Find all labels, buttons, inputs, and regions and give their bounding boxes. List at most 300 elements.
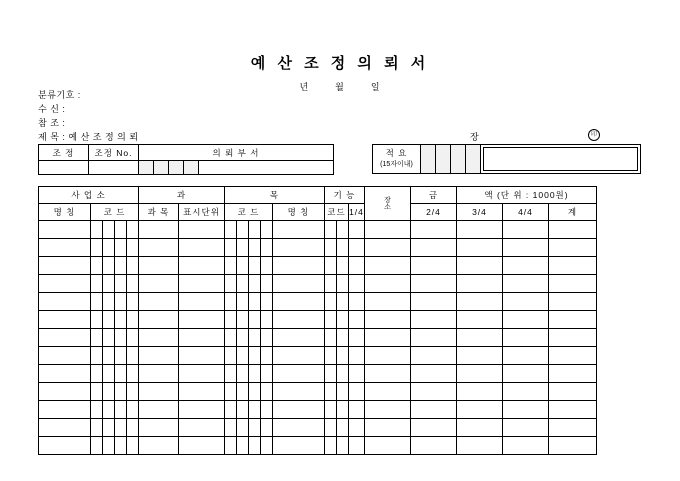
cell-total[interactable] <box>549 329 597 347</box>
cell-item-code-4[interactable] <box>261 401 273 419</box>
cell-function-name[interactable] <box>273 347 325 365</box>
cell-function-code-2[interactable] <box>337 275 349 293</box>
cell-q2[interactable] <box>411 257 457 275</box>
cell-function-code-1[interactable] <box>325 257 337 275</box>
cell-item-code-4[interactable] <box>261 275 273 293</box>
cell-site-code-4[interactable] <box>127 293 139 311</box>
cell-site-code-3[interactable] <box>115 419 127 437</box>
cell-q2[interactable] <box>411 383 457 401</box>
cell-account-item[interactable] <box>139 347 179 365</box>
cell-function-code-2[interactable] <box>337 383 349 401</box>
group-header-place: 장 소 <box>365 187 411 221</box>
cell-site-code-3[interactable] <box>115 293 127 311</box>
cell-function-name[interactable] <box>273 437 325 455</box>
cell-display-unit[interactable] <box>179 239 225 257</box>
table-row <box>39 365 597 383</box>
cell-item-code-1[interactable] <box>225 419 237 437</box>
cell-item-code-1[interactable] <box>225 365 237 383</box>
cell-site-name[interactable] <box>39 437 91 455</box>
cell-function-code-2[interactable] <box>337 257 349 275</box>
cell-function-name[interactable] <box>273 401 325 419</box>
cell-site-name[interactable] <box>39 383 91 401</box>
cell-item-code-3[interactable] <box>249 383 261 401</box>
cell-site-code-1[interactable] <box>91 347 103 365</box>
cell-item-code-3[interactable] <box>249 365 261 383</box>
cell-site-name[interactable] <box>39 293 91 311</box>
cell-site-code-2[interactable] <box>103 329 115 347</box>
cell-function-code-2[interactable] <box>337 221 349 239</box>
cell-function-code-1[interactable] <box>325 221 337 239</box>
cell-place[interactable] <box>349 257 365 275</box>
sub-header-site-code: 코 드 <box>91 204 139 221</box>
cell-function-code-1[interactable] <box>325 365 337 383</box>
cell-item-code-3[interactable] <box>249 401 261 419</box>
cell-site-code-1[interactable] <box>91 293 103 311</box>
cell-q3[interactable] <box>457 437 503 455</box>
cell-q1[interactable] <box>365 437 411 455</box>
cell-dept-1[interactable] <box>139 161 154 175</box>
cell-display-unit[interactable] <box>179 329 225 347</box>
cell-q1[interactable] <box>365 401 411 419</box>
cell-site-code-1[interactable] <box>91 365 103 383</box>
cell-display-unit[interactable] <box>179 365 225 383</box>
cell-item-code-1[interactable] <box>225 275 237 293</box>
cell-item-code-4[interactable] <box>261 365 273 383</box>
cell-account-item[interactable] <box>139 293 179 311</box>
cell-site-name[interactable] <box>39 329 91 347</box>
cell-display-unit[interactable] <box>179 383 225 401</box>
table-row <box>39 329 597 347</box>
cell-function-code-1[interactable] <box>325 437 337 455</box>
cell-site-code-2[interactable] <box>103 365 115 383</box>
cell-item-code-2[interactable] <box>237 275 249 293</box>
cell-site-code-4[interactable] <box>127 347 139 365</box>
cell-function-code-2[interactable] <box>337 329 349 347</box>
cell-account-item[interactable] <box>139 221 179 239</box>
cell-q4[interactable] <box>503 437 549 455</box>
sub-header-function-code: 코드 <box>325 204 349 221</box>
cell-item-code-2[interactable] <box>237 221 249 239</box>
cell-item-code-2[interactable] <box>237 329 249 347</box>
cell-site-code-4[interactable] <box>127 419 139 437</box>
cell-item-code-4[interactable] <box>261 257 273 275</box>
cell-display-unit[interactable] <box>179 311 225 329</box>
cell-q4[interactable] <box>503 383 549 401</box>
cell-site-code-2[interactable] <box>103 311 115 329</box>
cell-q4[interactable] <box>503 329 549 347</box>
cell-q1[interactable] <box>365 329 411 347</box>
cell-q1[interactable] <box>365 365 411 383</box>
cell-site-code-1[interactable] <box>91 329 103 347</box>
cell-display-unit[interactable] <box>179 401 225 419</box>
cell-site-code-3[interactable] <box>115 365 127 383</box>
cell-place[interactable] <box>349 383 365 401</box>
date-month: 월 <box>335 82 345 92</box>
cell-item-code-4[interactable] <box>261 311 273 329</box>
cell-q1[interactable] <box>365 239 411 257</box>
cell-q2[interactable] <box>411 329 457 347</box>
cell-q1[interactable] <box>365 347 411 365</box>
cell-q2[interactable] <box>411 365 457 383</box>
cell-q4[interactable] <box>503 275 549 293</box>
cell-q3[interactable] <box>457 311 503 329</box>
cell-item-code-1[interactable] <box>225 401 237 419</box>
table-row <box>39 257 597 275</box>
cell-display-unit[interactable] <box>179 347 225 365</box>
cell-site-code-2[interactable] <box>103 401 115 419</box>
summary-code-3[interactable] <box>451 145 466 174</box>
cell-function-code-2[interactable] <box>337 401 349 419</box>
cell-q3[interactable] <box>457 329 503 347</box>
group-header-item: 목 <box>225 187 325 204</box>
cell-place[interactable] <box>349 347 365 365</box>
cell-item-code-4[interactable] <box>261 419 273 437</box>
cell-site-code-2[interactable] <box>103 293 115 311</box>
cell-site-code-3[interactable] <box>115 257 127 275</box>
cell-item-code-3[interactable] <box>249 347 261 365</box>
cell-q3[interactable] <box>457 383 503 401</box>
cell-function-code-1[interactable] <box>325 275 337 293</box>
cell-function-code-1[interactable] <box>325 383 337 401</box>
cell-q4[interactable] <box>503 239 549 257</box>
cell-site-code-3[interactable] <box>115 401 127 419</box>
cell-place[interactable] <box>349 239 365 257</box>
sub-header-q4: 4/4 <box>503 204 549 221</box>
cell-site-code-4[interactable] <box>127 221 139 239</box>
cell-item-code-1[interactable] <box>225 293 237 311</box>
sub-header-account-item: 과 목 <box>139 204 179 221</box>
cell-site-code-2[interactable] <box>103 239 115 257</box>
cell-site-code-1[interactable] <box>91 401 103 419</box>
cell-site-name[interactable] <box>39 257 91 275</box>
summary-inner-box[interactable] <box>483 147 638 171</box>
cell-item-code-3[interactable] <box>249 329 261 347</box>
cell-site-code-2[interactable] <box>103 419 115 437</box>
cell-item-code-1[interactable] <box>225 257 237 275</box>
cell-q2[interactable] <box>411 293 457 311</box>
table-row <box>39 311 597 329</box>
cell-q3[interactable] <box>457 347 503 365</box>
cell-function-code-1[interactable] <box>325 419 337 437</box>
cell-place[interactable] <box>349 221 365 239</box>
cell-q4[interactable] <box>503 257 549 275</box>
cell-q2[interactable] <box>411 311 457 329</box>
cell-item-code-1[interactable] <box>225 437 237 455</box>
cell-function-code-2[interactable] <box>337 293 349 311</box>
approver-label: 장 <box>470 132 479 142</box>
cell-q3[interactable] <box>457 257 503 275</box>
cell-site-name[interactable] <box>39 419 91 437</box>
cell-q3[interactable] <box>457 275 503 293</box>
group-header-amount-label: 금 <box>411 187 457 204</box>
cell-function-code-2[interactable] <box>337 347 349 365</box>
cell-item-code-1[interactable] <box>225 347 237 365</box>
cell-item-code-1[interactable] <box>225 239 237 257</box>
cell-q1[interactable] <box>365 257 411 275</box>
sub-header-display-unit: 표시단위 <box>179 204 225 221</box>
cell-site-code-2[interactable] <box>103 221 115 239</box>
cell-item-code-4[interactable] <box>261 383 273 401</box>
cell-site-name[interactable] <box>39 401 91 419</box>
cell-account-item[interactable] <box>139 401 179 419</box>
cell-site-code-4[interactable] <box>127 329 139 347</box>
field-reference: 참 조 : <box>38 118 66 128</box>
cell-site-code-3[interactable] <box>115 221 127 239</box>
cell-total[interactable] <box>549 221 597 239</box>
cell-item-code-2[interactable] <box>237 401 249 419</box>
cell-site-code-3[interactable] <box>115 239 127 257</box>
cell-item-code-3[interactable] <box>249 221 261 239</box>
cell-item-code-3[interactable] <box>249 293 261 311</box>
cell-display-unit[interactable] <box>179 437 225 455</box>
cell-site-code-2[interactable] <box>103 437 115 455</box>
cell-function-code-2[interactable] <box>337 419 349 437</box>
cell-site-code-4[interactable] <box>127 383 139 401</box>
cell-site-code-3[interactable] <box>115 311 127 329</box>
cell-adjustment-no-value[interactable] <box>89 161 139 175</box>
cell-item-code-2[interactable] <box>237 347 249 365</box>
cell-site-code-1[interactable] <box>91 275 103 293</box>
summary-code-4[interactable] <box>466 145 481 174</box>
cell-site-code-3[interactable] <box>115 383 127 401</box>
cell-item-code-4[interactable] <box>261 221 273 239</box>
cell-q3[interactable] <box>457 221 503 239</box>
cell-function-name[interactable] <box>273 419 325 437</box>
cell-function-name[interactable] <box>273 329 325 347</box>
cell-site-code-4[interactable] <box>127 275 139 293</box>
cell-place[interactable] <box>349 401 365 419</box>
table-row <box>39 293 597 311</box>
group-header-function: 기 능 <box>325 187 365 204</box>
cell-function-name[interactable] <box>273 275 325 293</box>
cell-function-name[interactable] <box>273 257 325 275</box>
cell-q4[interactable] <box>503 347 549 365</box>
cell-q3[interactable] <box>457 419 503 437</box>
cell-dept-name[interactable] <box>199 161 334 175</box>
cell-total[interactable] <box>549 293 597 311</box>
cell-site-code-1[interactable] <box>91 437 103 455</box>
cell-site-code-4[interactable] <box>127 311 139 329</box>
cell-item-code-2[interactable] <box>237 419 249 437</box>
cell-item-code-3[interactable] <box>249 275 261 293</box>
cell-site-code-3[interactable] <box>115 347 127 365</box>
cell-function-code-2[interactable] <box>337 311 349 329</box>
cell-item-code-3[interactable] <box>249 437 261 455</box>
date-year: 년 <box>299 82 310 92</box>
cell-adjustment-value[interactable] <box>39 161 89 175</box>
cell-site-code-2[interactable] <box>103 383 115 401</box>
cell-item-code-4[interactable] <box>261 347 273 365</box>
cell-item-code-2[interactable] <box>237 257 249 275</box>
cell-display-unit[interactable] <box>179 257 225 275</box>
cell-q4[interactable] <box>503 221 549 239</box>
cell-q2[interactable] <box>411 275 457 293</box>
summary-code-2[interactable] <box>436 145 451 174</box>
cell-site-code-1[interactable] <box>91 221 103 239</box>
cell-site-code-4[interactable] <box>127 401 139 419</box>
cell-item-code-3[interactable] <box>249 311 261 329</box>
budget-detail-table <box>38 186 597 455</box>
cell-dept-3[interactable] <box>169 161 184 175</box>
cell-function-name[interactable] <box>273 221 325 239</box>
cell-q2[interactable] <box>411 401 457 419</box>
cell-total[interactable] <box>549 419 597 437</box>
cell-site-name[interactable] <box>39 365 91 383</box>
cell-total[interactable] <box>549 257 597 275</box>
cell-function-code-1[interactable] <box>325 329 337 347</box>
cell-item-code-1[interactable] <box>225 221 237 239</box>
cell-place[interactable] <box>349 329 365 347</box>
cell-display-unit[interactable] <box>179 221 225 239</box>
cell-display-unit[interactable] <box>179 419 225 437</box>
summary-text-area[interactable] <box>481 145 641 174</box>
cell-item-code-4[interactable] <box>261 239 273 257</box>
cell-total[interactable] <box>549 347 597 365</box>
cell-place[interactable] <box>349 437 365 455</box>
cell-place[interactable] <box>349 419 365 437</box>
cell-site-name[interactable] <box>39 221 91 239</box>
cell-item-code-4[interactable] <box>261 437 273 455</box>
cell-function-name[interactable] <box>273 311 325 329</box>
cell-total[interactable] <box>549 437 597 455</box>
cell-total[interactable] <box>549 275 597 293</box>
cell-q4[interactable] <box>503 401 549 419</box>
cell-site-code-2[interactable] <box>103 347 115 365</box>
seal-mark <box>588 128 600 141</box>
cell-site-code-4[interactable] <box>127 257 139 275</box>
cell-site-code-3[interactable] <box>115 437 127 455</box>
cell-q1[interactable] <box>365 419 411 437</box>
cell-item-code-4[interactable] <box>261 293 273 311</box>
cell-function-code-1[interactable] <box>325 401 337 419</box>
cell-q1[interactable] <box>365 221 411 239</box>
cell-site-code-4[interactable] <box>127 365 139 383</box>
cell-item-code-2[interactable] <box>237 293 249 311</box>
cell-site-name[interactable] <box>39 275 91 293</box>
cell-site-code-2[interactable] <box>103 257 115 275</box>
cell-q4[interactable] <box>503 293 549 311</box>
cell-item-code-1[interactable] <box>225 329 237 347</box>
cell-item-code-2[interactable] <box>237 365 249 383</box>
cell-place[interactable] <box>349 275 365 293</box>
cell-function-code-1[interactable] <box>325 293 337 311</box>
cell-function-code-2[interactable] <box>337 437 349 455</box>
cell-q4[interactable] <box>503 419 549 437</box>
cell-site-code-1[interactable] <box>91 257 103 275</box>
cell-q2[interactable] <box>411 419 457 437</box>
cell-q2[interactable] <box>411 239 457 257</box>
cell-dept-4[interactable] <box>184 161 199 175</box>
cell-function-code-1[interactable] <box>325 239 337 257</box>
cell-site-code-3[interactable] <box>115 275 127 293</box>
cell-total[interactable] <box>549 365 597 383</box>
cell-display-unit[interactable] <box>179 293 225 311</box>
cell-function-code-1[interactable] <box>325 311 337 329</box>
cell-account-item[interactable] <box>139 383 179 401</box>
cell-place[interactable] <box>349 293 365 311</box>
cell-place[interactable] <box>349 365 365 383</box>
cell-q3[interactable] <box>457 365 503 383</box>
cell-site-code-3[interactable] <box>115 329 127 347</box>
cell-site-name[interactable] <box>39 239 91 257</box>
cell-site-code-1[interactable] <box>91 311 103 329</box>
summary-code-1[interactable] <box>421 145 436 174</box>
sub-header-total: 계 <box>549 204 597 221</box>
cell-item-code-2[interactable] <box>237 383 249 401</box>
cell-function-name[interactable] <box>273 365 325 383</box>
cell-q1[interactable] <box>365 293 411 311</box>
cell-site-code-1[interactable] <box>91 383 103 401</box>
cell-item-code-1[interactable] <box>225 311 237 329</box>
cell-total[interactable] <box>549 383 597 401</box>
cell-item-code-2[interactable] <box>237 437 249 455</box>
cell-item-code-4[interactable] <box>261 329 273 347</box>
cell-site-code-4[interactable] <box>127 437 139 455</box>
cell-item-code-2[interactable] <box>237 311 249 329</box>
table-row <box>39 383 597 401</box>
cell-site-code-2[interactable] <box>103 275 115 293</box>
cell-total[interactable] <box>549 311 597 329</box>
cell-site-code-4[interactable] <box>127 239 139 257</box>
cell-function-name[interactable] <box>273 383 325 401</box>
cell-q2[interactable] <box>411 221 457 239</box>
cell-q1[interactable] <box>365 383 411 401</box>
cell-function-code-1[interactable] <box>325 347 337 365</box>
table-row <box>39 437 597 455</box>
cell-total[interactable] <box>549 401 597 419</box>
cell-account-item[interactable] <box>139 329 179 347</box>
cell-account-item[interactable] <box>139 437 179 455</box>
cell-total[interactable] <box>549 239 597 257</box>
cell-q3[interactable] <box>457 239 503 257</box>
cell-dept-2[interactable] <box>154 161 169 175</box>
cell-display-unit[interactable] <box>179 275 225 293</box>
cell-q4[interactable] <box>503 365 549 383</box>
cell-q4[interactable] <box>503 311 549 329</box>
cell-item-code-1[interactable] <box>225 383 237 401</box>
cell-site-name[interactable] <box>39 347 91 365</box>
cell-item-code-3[interactable] <box>249 419 261 437</box>
cell-account-item[interactable] <box>139 311 179 329</box>
table-row <box>39 221 597 239</box>
cell-account-item[interactable] <box>139 419 179 437</box>
cell-function-code-2[interactable] <box>337 239 349 257</box>
cell-account-item[interactable] <box>139 275 179 293</box>
cell-site-code-1[interactable] <box>91 239 103 257</box>
cell-q3[interactable] <box>457 293 503 311</box>
header-adjustment-no: 조정 No. <box>89 145 139 161</box>
cell-q2[interactable] <box>411 437 457 455</box>
cell-q1[interactable] <box>365 311 411 329</box>
cell-q3[interactable] <box>457 401 503 419</box>
sub-header-function-name: 명 칭 <box>273 204 325 221</box>
cell-item-code-3[interactable] <box>249 239 261 257</box>
cell-place[interactable] <box>349 311 365 329</box>
table-row <box>39 401 597 419</box>
cell-account-item[interactable] <box>139 239 179 257</box>
cell-site-name[interactable] <box>39 311 91 329</box>
cell-function-code-2[interactable] <box>337 365 349 383</box>
cell-q2[interactable] <box>411 347 457 365</box>
cell-site-code-1[interactable] <box>91 419 103 437</box>
cell-function-name[interactable] <box>273 239 325 257</box>
cell-item-code-2[interactable] <box>237 239 249 257</box>
cell-q1[interactable] <box>365 275 411 293</box>
cell-account-item[interactable] <box>139 365 179 383</box>
cell-function-name[interactable] <box>273 293 325 311</box>
cell-account-item[interactable] <box>139 257 179 275</box>
cell-item-code-3[interactable] <box>249 257 261 275</box>
